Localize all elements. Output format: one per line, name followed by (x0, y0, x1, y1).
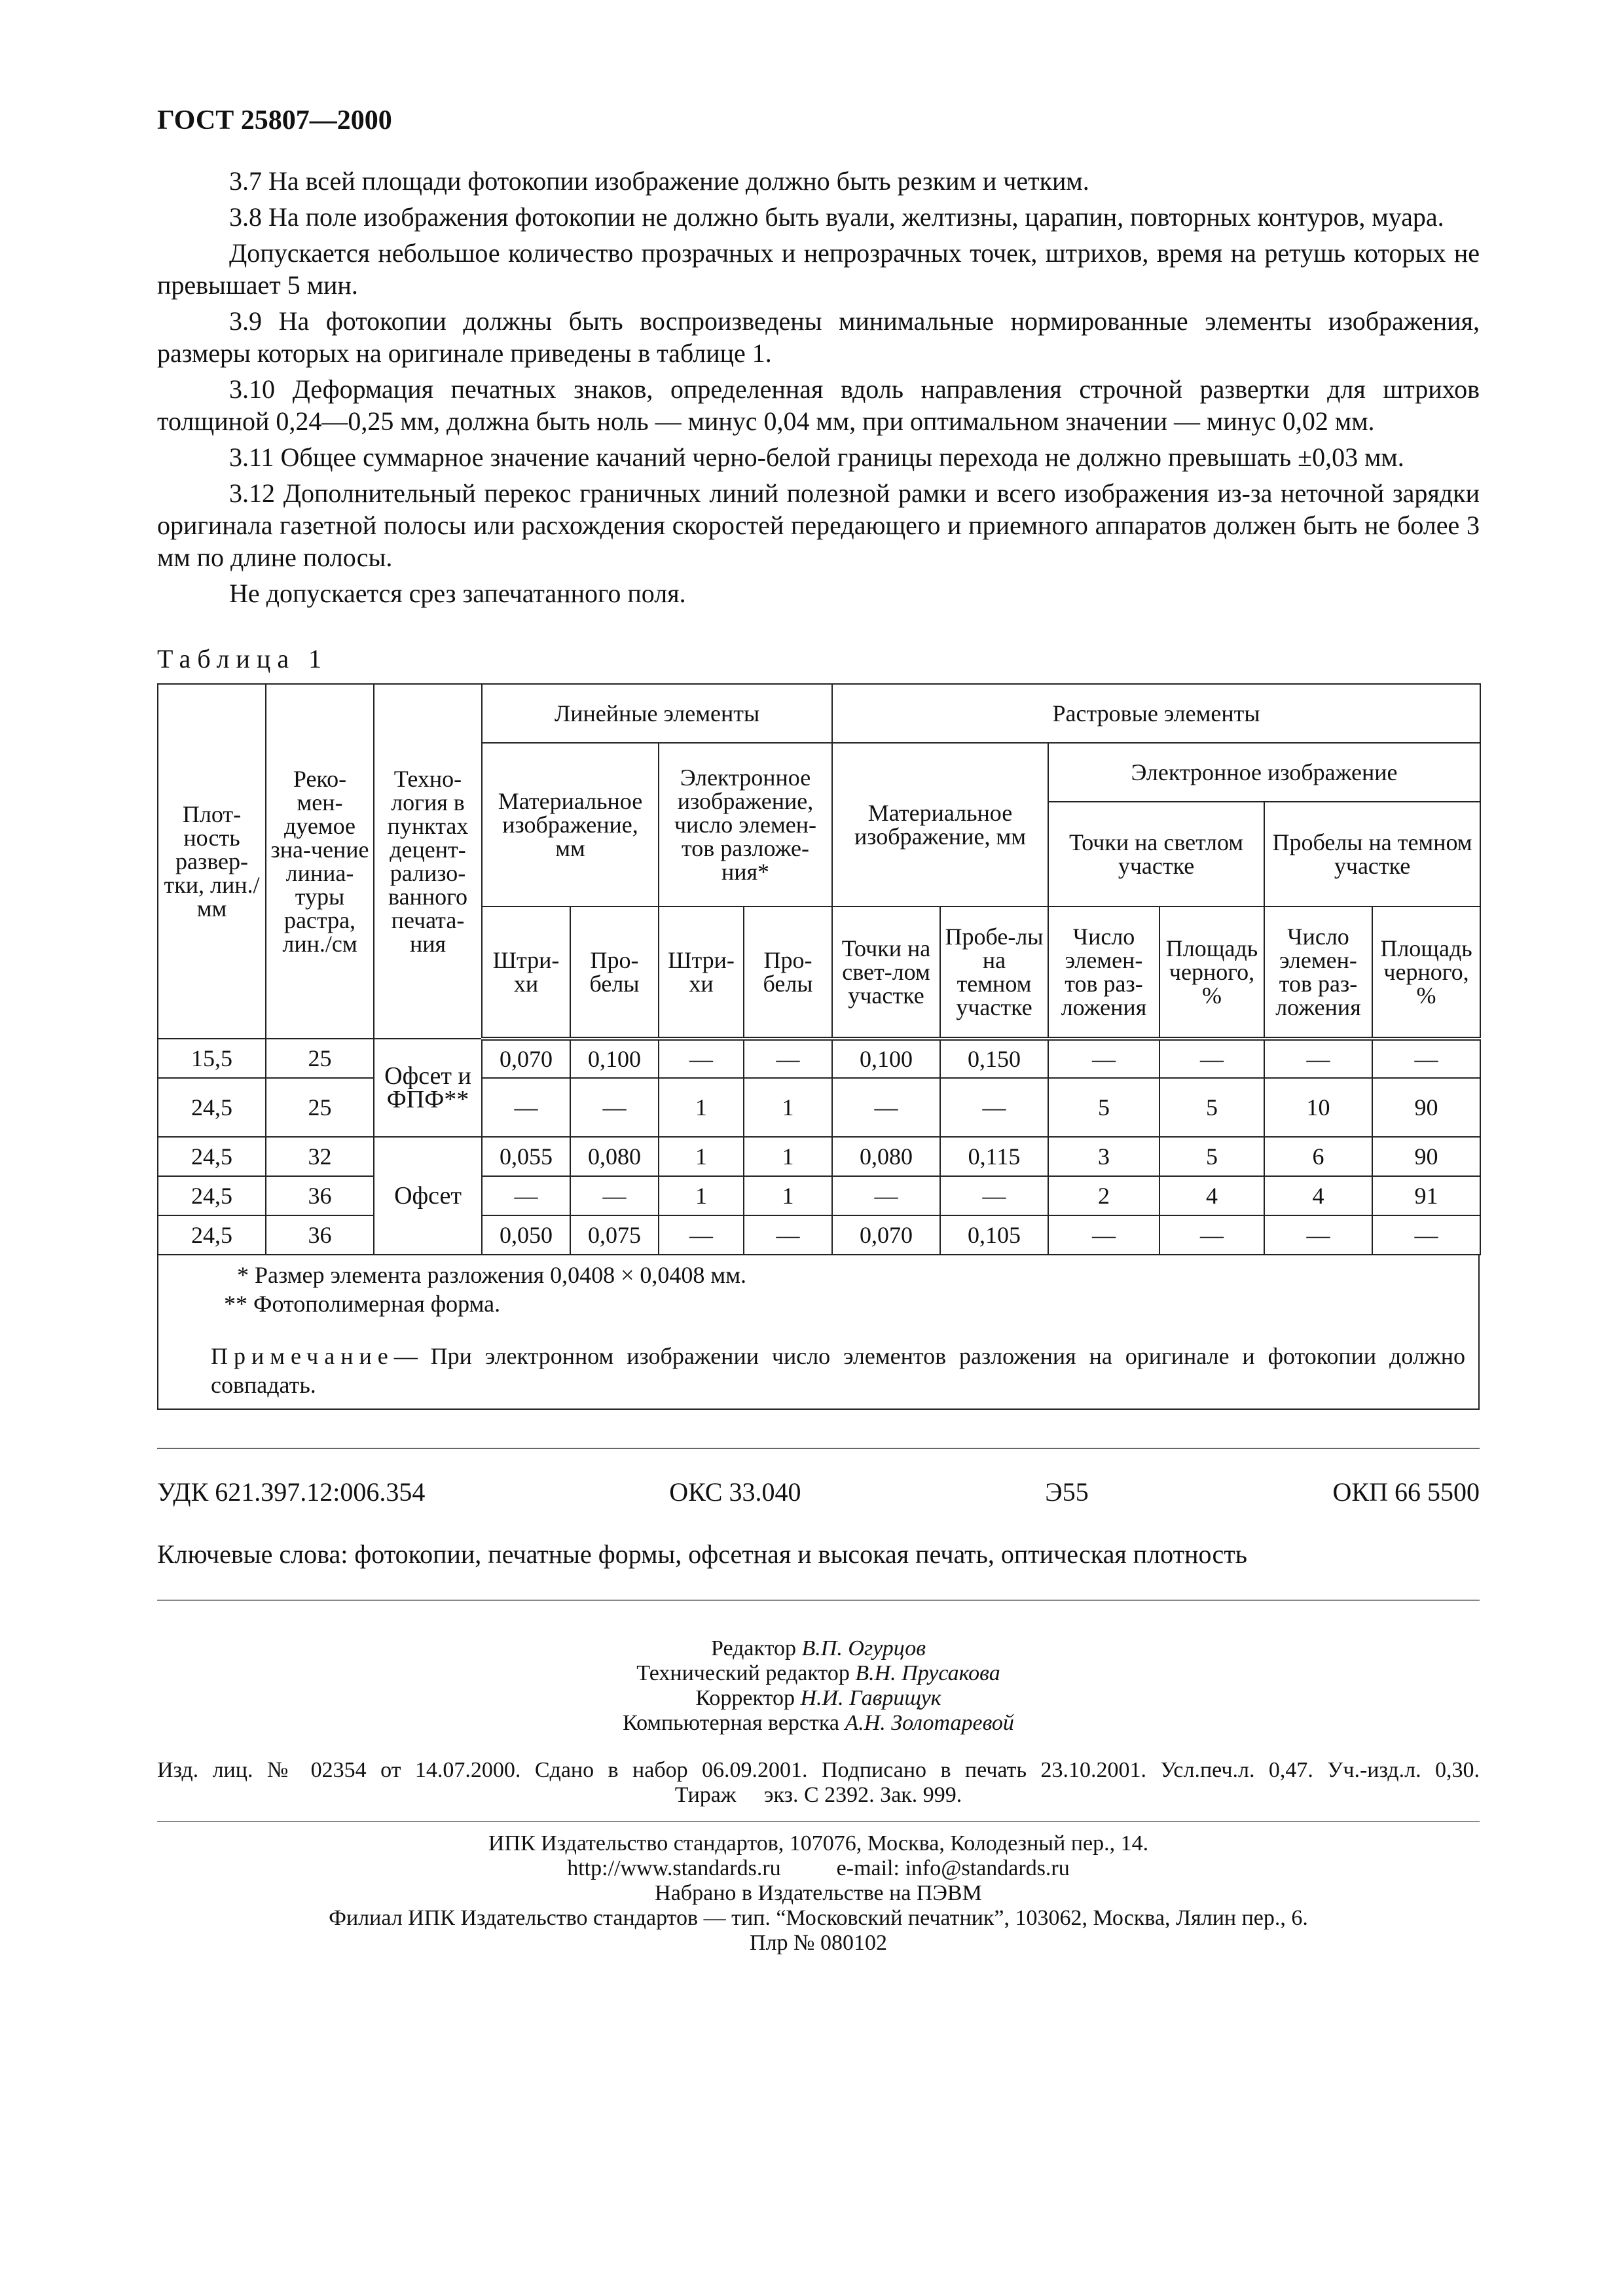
table-1 (157, 683, 1481, 1255)
ipk-line-3: Набрано в Издательстве на ПЭВМ (655, 1881, 982, 1905)
credit-layout (157, 1711, 1480, 1736)
header-gaps-2: Про-белы (744, 906, 832, 1039)
cell: 5 (1159, 1137, 1264, 1176)
e-code: Э55 (1045, 1477, 1089, 1507)
divider (157, 1448, 1480, 1449)
header-ras-el-light: Точки на светлом участке (1048, 802, 1264, 906)
cell: 4 (1159, 1176, 1264, 1215)
cell: 1 (659, 1176, 744, 1215)
paragraph-not-allowed: Не допускается срез запечатанного поля. (229, 579, 686, 608)
credit-name: Н.И. Гаврищук (800, 1686, 941, 1710)
cell: 0,105 (940, 1215, 1048, 1255)
cell: 24,5 (158, 1215, 266, 1255)
cell: — (744, 1215, 832, 1255)
credit-tech-editor (157, 1661, 1480, 1686)
header-area-1: Площадь черного, % (1159, 906, 1264, 1039)
cell: 25 (266, 1078, 374, 1137)
header-ras-electronic: Электронное изображение (1048, 743, 1480, 802)
cell: — (940, 1078, 1048, 1137)
paragraph-3-10: 3.10 Деформация печатных знаков, определенная вдоль направления строчной развертки для штрихов толщиной 0,24—0,25 мм, должна быть ноль — минус 0,04 мм, при оптимальном значении — минус 0,02 мм. (157, 374, 1480, 436)
cell: 91 (1372, 1176, 1480, 1215)
divider (157, 1600, 1480, 1601)
header-area-2: Площадь черного, % (1372, 906, 1480, 1039)
oks-code: ОКС 33.040 (669, 1477, 801, 1507)
cell-tech-offset: Офсет (374, 1137, 482, 1255)
cell: — (1159, 1215, 1264, 1255)
credit-name: В.П. Огурцов (801, 1636, 926, 1660)
cell: 24,5 (158, 1078, 266, 1137)
publishing-line-1: Изд. лиц. № 02354 от 14.07.2000. Сдано в набор 06.09.2001. Подписано в печать 23.10.2001. Усл.печ.л. 0,47. Уч.-изд.л. 0,30. (157, 1758, 1480, 1782)
cell: 36 (266, 1215, 374, 1255)
header-raster: Растровые элементы (832, 684, 1480, 743)
header-points-light: Точки на свет-лом участке (832, 906, 940, 1039)
header-lineature: Реко-мен-дуемое зна-чение линиа-туры растра, лин./см (266, 684, 374, 1039)
table-note (158, 1342, 1478, 1399)
cell: 1 (659, 1078, 744, 1137)
footnote-element-size: * Размер элемента разложения 0,0408 × 0,0408 мм. (237, 1262, 746, 1288)
cell: 3 (1048, 1137, 1159, 1176)
header-count-2: Число элемен-тов раз-ложения (1264, 906, 1372, 1039)
credit-name: В.Н. Прусакова (855, 1661, 1000, 1685)
cell: — (1048, 1215, 1159, 1255)
cell: 1 (744, 1137, 832, 1176)
paragraph-3-12: 3.12 Дополнительный перекос граничных линий полезной рамки и всего изображения из-за неточной зарядки оригинала газетной полосы или расхождения скоростей передающего и приемного аппаратов должен быть не более 3 мм по длине полосы. (157, 478, 1480, 572)
cell: 15,5 (158, 1039, 266, 1078)
cell: 90 (1372, 1078, 1480, 1137)
table-notes (157, 1255, 1480, 1410)
table-row (158, 1039, 1480, 1078)
cell: 0,100 (570, 1039, 659, 1078)
ipk-line-5: Плр № 080102 (750, 1931, 887, 1955)
table-row (158, 1176, 1480, 1215)
header-count-1: Число элемен-тов раз-ложения (1048, 906, 1159, 1039)
cell: 10 (1264, 1078, 1372, 1137)
cell: 1 (744, 1078, 832, 1137)
cell: 5 (1048, 1078, 1159, 1137)
ipk-line-1: ИПК Издательство стандартов, 107076, Москва, Колодезный пер., 14. (488, 1831, 1149, 1856)
cell: — (1048, 1039, 1159, 1078)
udk-code: УДК 621.397.12:006.354 (157, 1477, 426, 1507)
ipk-line-2: http://www.standards.ru e-mail: info@standards.ru (567, 1856, 1070, 1880)
cell: 0,050 (482, 1215, 570, 1255)
header-gaps-1: Про-белы (570, 906, 659, 1039)
cell: 0,080 (832, 1137, 940, 1176)
cell: 4 (1264, 1176, 1372, 1215)
header-technology: Техно-логия в пунктах децент-рализо-ванного печата-ния (374, 684, 482, 1039)
header-lin-electronic: Электронное изображение, число элемен-тов разложе-ния* (659, 743, 832, 906)
cell: — (1372, 1215, 1480, 1255)
cell: 0,150 (940, 1039, 1048, 1078)
cell: 0,100 (832, 1039, 940, 1078)
cell: 24,5 (158, 1176, 266, 1215)
paragraph-3-8: 3.8 На поле изображения фотокопии не должно быть вуали, желтизны, царапин, повторных контуров, муара. (229, 202, 1444, 232)
header-lin-material: Материальное изображение, мм (482, 743, 659, 906)
divider (157, 1821, 1480, 1822)
credit-role: Редактор (711, 1636, 796, 1660)
cell: 0,115 (940, 1137, 1048, 1176)
table-row (158, 1137, 1480, 1176)
cell: 0,070 (832, 1215, 940, 1255)
document-page (157, 105, 1480, 1956)
header-ras-el-dark: Пробелы на темном участке (1264, 802, 1480, 906)
cell: 32 (266, 1137, 374, 1176)
paragraph-3-11: 3.11 Общее суммарное значение качаний черно-белой границы перехода не должно превышать ±0,03 мм. (229, 442, 1404, 472)
note-label: Примечание (211, 1343, 394, 1369)
publishing-line-2: Тираж экз. С 2392. Зак. 999. (674, 1783, 962, 1807)
header-ras-material: Материальное изображение, мм (832, 743, 1048, 906)
cell: 2 (1048, 1176, 1159, 1215)
cell: 0,080 (570, 1137, 659, 1176)
table-row (158, 1215, 1480, 1255)
cell: 5 (1159, 1078, 1264, 1137)
table-caption: Таблица 1 (157, 644, 329, 673)
ipk-info (157, 1831, 1480, 1956)
cell: — (940, 1176, 1048, 1215)
header-strokes-2: Штри-хи (659, 906, 744, 1039)
cell: 24,5 (158, 1137, 266, 1176)
header-gaps-dark: Пробе-лы на темном участке (940, 906, 1048, 1039)
credit-role: Корректор (695, 1686, 795, 1710)
cell: — (570, 1078, 659, 1137)
header-density: Плот-ность развер-тки, лин./мм (158, 684, 266, 1039)
cell: — (570, 1176, 659, 1215)
okp-code: ОКП 66 5500 (1332, 1477, 1480, 1507)
table-row (158, 1078, 1480, 1137)
credits (157, 1636, 1480, 1736)
cell: 90 (1372, 1137, 1480, 1176)
footnote-photopolymer: ** Фотополимерная форма. (224, 1291, 501, 1317)
cell: — (659, 1039, 744, 1078)
cell: 36 (266, 1176, 374, 1215)
cell: — (1264, 1039, 1372, 1078)
paragraph-allowed: Допускается небольшое количество прозрачных и непрозрачных точек, штрихов, время на ретушь которых не превышает 5 мин. (157, 238, 1480, 300)
cell: 0,055 (482, 1137, 570, 1176)
cell: — (1372, 1039, 1480, 1078)
header-linear: Линейные элементы (482, 684, 832, 743)
paragraph-3-9: 3.9 На фотокопии должны быть воспроизведены минимальные нормированные элементы изображения, размеры которых на оригинале приведены в таблице 1. (157, 306, 1480, 368)
credit-editor (157, 1636, 1480, 1661)
note-text: — При электронном изображении число элементов разложения на оригинале и фотокопии должно совпадать. (211, 1343, 1465, 1398)
credit-role: Компьютерная верстка (623, 1711, 839, 1735)
paragraph-3-7: 3.7 На всей площади фотокопии изображение должно быть резким и четким. (229, 166, 1089, 196)
cell: 1 (659, 1137, 744, 1176)
ipk-line-4: Филиал ИПК Издательство стандартов — тип. “Московский печатник”, 103062, Москва, Лялин пер., 6. (329, 1906, 1308, 1930)
cell-tech-offset-fpf: Офсет и ФПФ** (374, 1039, 482, 1137)
cell: — (482, 1078, 570, 1137)
credit-name: А.Н. Золотаревой (845, 1711, 1014, 1735)
cell: — (1264, 1215, 1372, 1255)
cell: — (832, 1078, 940, 1137)
cell: — (1159, 1039, 1264, 1078)
cell: — (659, 1215, 744, 1255)
keywords: Ключевые слова: фотокопии, печатные формы, офсетная и высокая печать, оптическая плотность (157, 1539, 1247, 1569)
credit-role: Технический редактор (636, 1661, 850, 1685)
header-strokes-1: Штри-хи (482, 906, 570, 1039)
cell: 0,075 (570, 1215, 659, 1255)
credit-corrector (157, 1686, 1480, 1711)
cell: 6 (1264, 1137, 1372, 1176)
document-header: ГОСТ 25807—2000 (157, 105, 392, 135)
publishing-info (157, 1758, 1480, 1808)
cell: 1 (744, 1176, 832, 1215)
cell: — (832, 1176, 940, 1215)
cell: — (482, 1176, 570, 1215)
cell: — (744, 1039, 832, 1078)
classification-codes (157, 1477, 1480, 1507)
cell: 0,070 (482, 1039, 570, 1078)
cell: 25 (266, 1039, 374, 1078)
